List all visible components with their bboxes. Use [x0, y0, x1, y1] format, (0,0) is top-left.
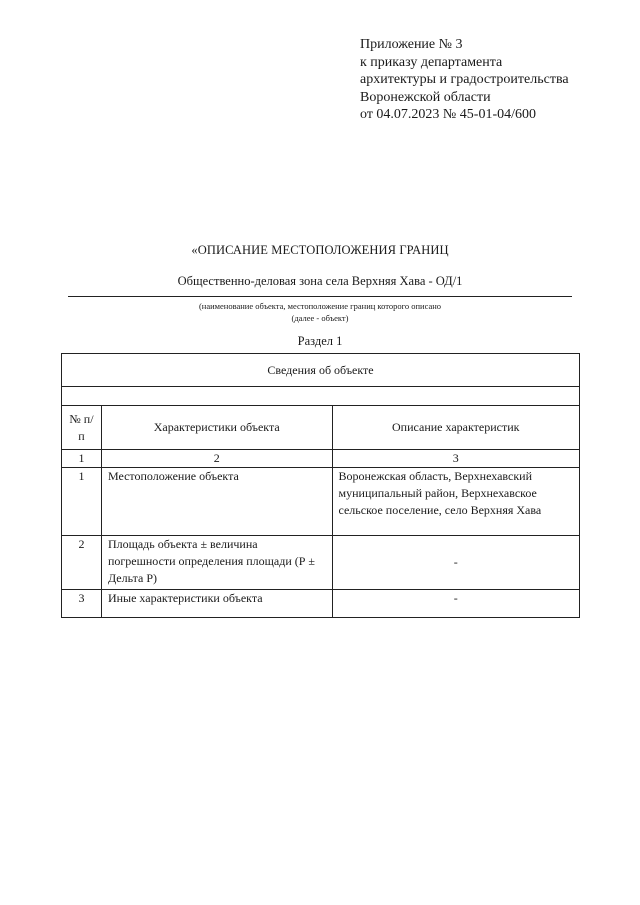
- appendix-line: Приложение № 3: [360, 37, 463, 52]
- table-row: [62, 536, 580, 590]
- column-number: 2: [101, 450, 332, 468]
- table-row: [62, 468, 580, 536]
- header-characteristic: Характеристики объекта: [101, 406, 332, 450]
- row-characteristic: Иные характеристики объекта: [101, 590, 332, 618]
- table-caption: Сведения об объекте: [62, 354, 580, 387]
- object-name: Общественно-деловая зона села Верхняя Хава - ОД/1: [177, 274, 463, 288]
- note-line: (далее - объект): [291, 313, 349, 323]
- row-num: 1: [62, 468, 102, 536]
- note-line: (наименование объекта, местоположение границ которого описано: [198, 301, 442, 311]
- row-description: -: [332, 536, 580, 590]
- appendix-block: [360, 36, 569, 124]
- row-characteristic: Местоположение объекта: [101, 468, 332, 536]
- header-num: № п/п: [62, 406, 102, 450]
- row-characteristic: Площадь объекта ± величина погрешности определения площади (Р ± Дельта Р): [101, 536, 332, 590]
- appendix-line: от 04.07.2023 № 45-01-04/600: [360, 107, 537, 122]
- row-num: 2: [62, 536, 102, 590]
- row-num: 3: [62, 590, 102, 618]
- object-name-note: [0, 300, 640, 324]
- object-info-table: [61, 353, 580, 618]
- document-title: «ОПИСАНИЕ МЕСТОПОЛОЖЕНИЯ ГРАНИЦ: [191, 243, 449, 257]
- table-row: [62, 590, 580, 618]
- table-spacer-row: [62, 387, 580, 406]
- appendix-line: архитектуры и градостроительства: [360, 72, 569, 87]
- row-description: Воронежская область, Верхнехавский муниципальный район, Верхнехавское сельское поселение, село Верхняя Хава: [332, 468, 580, 536]
- underline-divider: [68, 296, 572, 297]
- appendix-line: Воронежской области: [360, 89, 491, 105]
- column-number: 3: [332, 450, 580, 468]
- column-number: 1: [62, 450, 102, 468]
- header-description: Описание характеристик: [332, 406, 580, 450]
- appendix-line: к приказу департамента: [360, 54, 503, 70]
- section-title: Раздел 1: [297, 334, 343, 348]
- row-description: -: [332, 590, 580, 618]
